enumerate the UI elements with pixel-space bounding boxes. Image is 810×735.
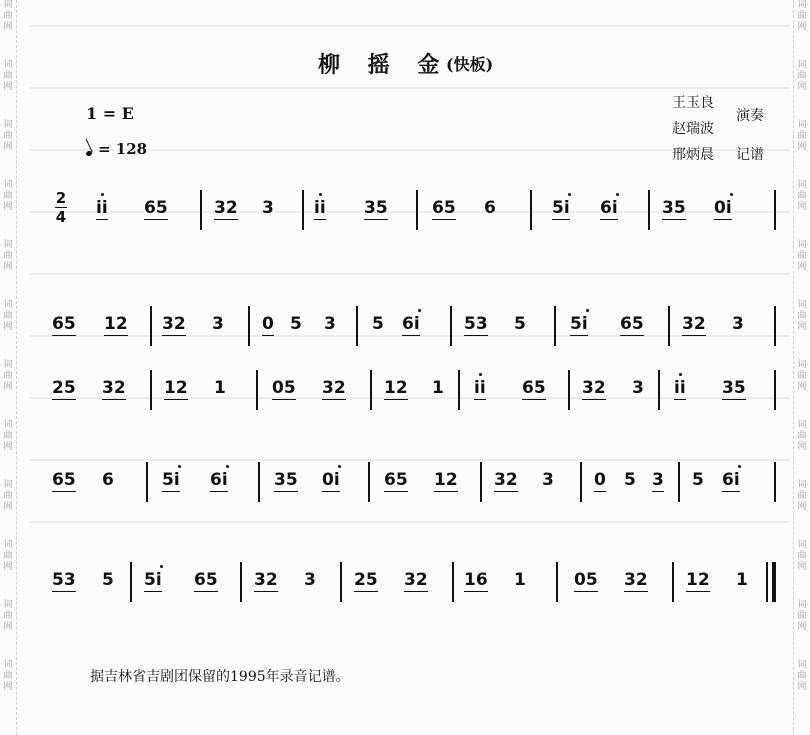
note-group: 12 [434,470,458,490]
barline [450,306,452,346]
barline [452,562,454,602]
note-group: 35 [274,470,298,490]
note-group: 1 [432,378,444,398]
note-group: 0i [322,470,340,490]
barline [368,462,370,502]
barline [258,462,260,502]
barline [340,562,342,602]
edge-watermark: 词曲网 [3,360,13,392]
note-group: 3 [324,314,336,334]
barline [150,370,152,410]
edge-watermark: 词曲网 [797,240,807,272]
edge-watermark: 词曲网 [3,120,13,152]
barline [554,306,556,346]
barline [568,370,570,410]
barline [774,462,776,502]
edge-watermark: 词曲网 [797,300,807,332]
edge-watermark: 词曲网 [797,360,807,392]
note-group: 35 [662,198,686,218]
final-barline-thick [772,562,776,602]
barline [240,562,242,602]
edge-watermark: 词曲网 [3,660,13,692]
transcriber-row [672,142,764,168]
note-group: 1 [736,570,748,590]
edge-watermark: 词曲网 [3,420,13,452]
edge-watermark: 词曲网 [3,480,13,512]
edge-watermark: 词曲网 [3,300,13,332]
score-line-1 [0,190,810,234]
note-group: 65 [52,470,76,490]
note-group: 35 [364,198,388,218]
edge-watermark: 词曲网 [3,180,13,212]
note-group: 3 [542,470,554,490]
edge-watermark: 词曲网 [797,540,807,572]
note-group: 65 [620,314,644,334]
edge-watermark: 词曲网 [3,0,13,32]
note-group: 5 [514,314,526,334]
edge-watermark: 词曲网 [797,420,807,452]
edge-watermark: 词曲网 [797,180,807,212]
note-group: 0i [714,198,732,218]
time-signature-top: 2 [55,189,67,207]
left-watermark-strip [0,0,17,735]
score-line-5 [0,562,810,606]
metronome-mark [86,140,147,158]
note-group: 3 [732,314,744,334]
performers-role-label: 演奏 [736,108,764,124]
edge-watermark: 词曲网 [797,480,807,512]
time-signature-bottom: 4 [55,208,67,226]
source-footnote: 据吉林省吉剧团保留的1995年录音记谱。 [90,669,350,685]
barline [672,562,674,602]
note-group: 3 [632,378,644,398]
edge-watermark: 词曲网 [797,120,807,152]
barline [130,562,132,602]
key-signature: 1 = E [86,104,134,123]
note-group: 32 [254,570,278,590]
tempo-marking: (快板) [446,55,494,74]
note-group: 65 [384,470,408,490]
barline [678,462,680,502]
barline [416,190,418,230]
note-group: 12 [164,378,188,398]
barline [774,306,776,346]
edge-watermark: 词曲网 [3,600,13,632]
note-group: 16 [464,570,488,590]
note-group: 25 [52,378,76,398]
performer-row-1 [672,90,764,124]
note-group: 6i [210,470,228,490]
final-barline-thin [766,562,768,602]
barline [774,190,776,230]
note-group: 5 [290,314,302,334]
note-group: ii [314,198,326,218]
note-group: 32 [214,198,238,218]
note-group: 6i [600,198,618,218]
edge-watermark: 词曲网 [797,600,807,632]
edge-watermark: 词曲网 [3,540,13,572]
note-group: 5i [162,470,180,490]
edge-watermark: 词曲网 [797,660,807,692]
note-group: 5 [102,570,114,590]
barline [356,306,358,346]
barline [774,370,776,410]
note-group: 35 [722,378,746,398]
note-group: 1 [514,570,526,590]
note-group: 53 [52,570,76,590]
note-group: 32 [582,378,606,398]
note-group: 5i [570,314,588,334]
note-group: 32 [494,470,518,490]
note-group: 32 [102,378,126,398]
note-group: 53 [464,314,488,334]
note-group: 6i [722,470,740,490]
note-group: 3 [304,570,316,590]
note-group: 6 [102,470,114,490]
barline [580,462,582,502]
edge-watermark: 词曲网 [797,60,807,92]
barline [480,462,482,502]
note-group: ii [674,378,686,398]
note-group: 65 [194,570,218,590]
note-group: 12 [104,314,128,334]
barline [556,562,558,602]
performer-name: 王玉良 [672,95,714,111]
edge-watermark: 词曲网 [797,0,807,32]
barline [370,370,372,410]
note-group: ii [96,198,108,218]
note-group: 65 [52,314,76,334]
barline [668,306,670,346]
note-group: 6i [402,314,420,334]
note-group: 05 [272,378,296,398]
score-title: 柳 摇 金 [318,52,450,78]
note-group: ii [474,378,486,398]
barline [530,190,532,230]
note-group: 65 [432,198,456,218]
note-group: 32 [404,570,428,590]
quarter-note-icon [85,150,93,157]
edge-watermark: 词曲网 [3,60,13,92]
performer-name: 赵瑞波 [672,121,714,137]
note-group: 5 [372,314,384,334]
note-group: 12 [384,378,408,398]
note-group: 32 [624,570,648,590]
transcriber-name: 邢炳晨 [672,147,714,163]
note-group: 5i [144,570,162,590]
note-group: 5 [692,470,704,490]
note-group: 3 [262,198,274,218]
barline [658,370,660,410]
note-group: 0 [594,470,606,490]
barline [458,370,460,410]
performer-row-2 [672,116,714,142]
transcriber-role-label: 记谱 [736,147,764,163]
barline [302,190,304,230]
barline [648,190,650,230]
note-group: 3 [652,470,664,490]
bpm-value: = 128 [98,140,148,158]
barline [256,370,258,410]
note-group: 65 [144,198,168,218]
barline [150,306,152,346]
barline [146,462,148,502]
score-line-2 [0,306,810,350]
barline [248,306,250,346]
note-group: 32 [162,314,186,334]
note-group: 1 [214,378,226,398]
right-watermark-strip [793,0,810,735]
note-group: 25 [354,570,378,590]
note-group: 32 [322,378,346,398]
note-group: 5 [624,470,636,490]
note-group: 32 [682,314,706,334]
note-group: 6 [484,198,496,218]
score-line-4 [0,462,810,506]
barline [200,190,202,230]
credits-block [672,90,764,168]
note-group: 0 [262,314,274,334]
edge-watermark: 词曲网 [3,240,13,272]
note-group: 3 [212,314,224,334]
note-group: 12 [686,570,710,590]
note-group: 05 [574,570,598,590]
note-group: 5i [552,198,570,218]
score-line-3 [0,370,810,414]
note-group: 65 [522,378,546,398]
